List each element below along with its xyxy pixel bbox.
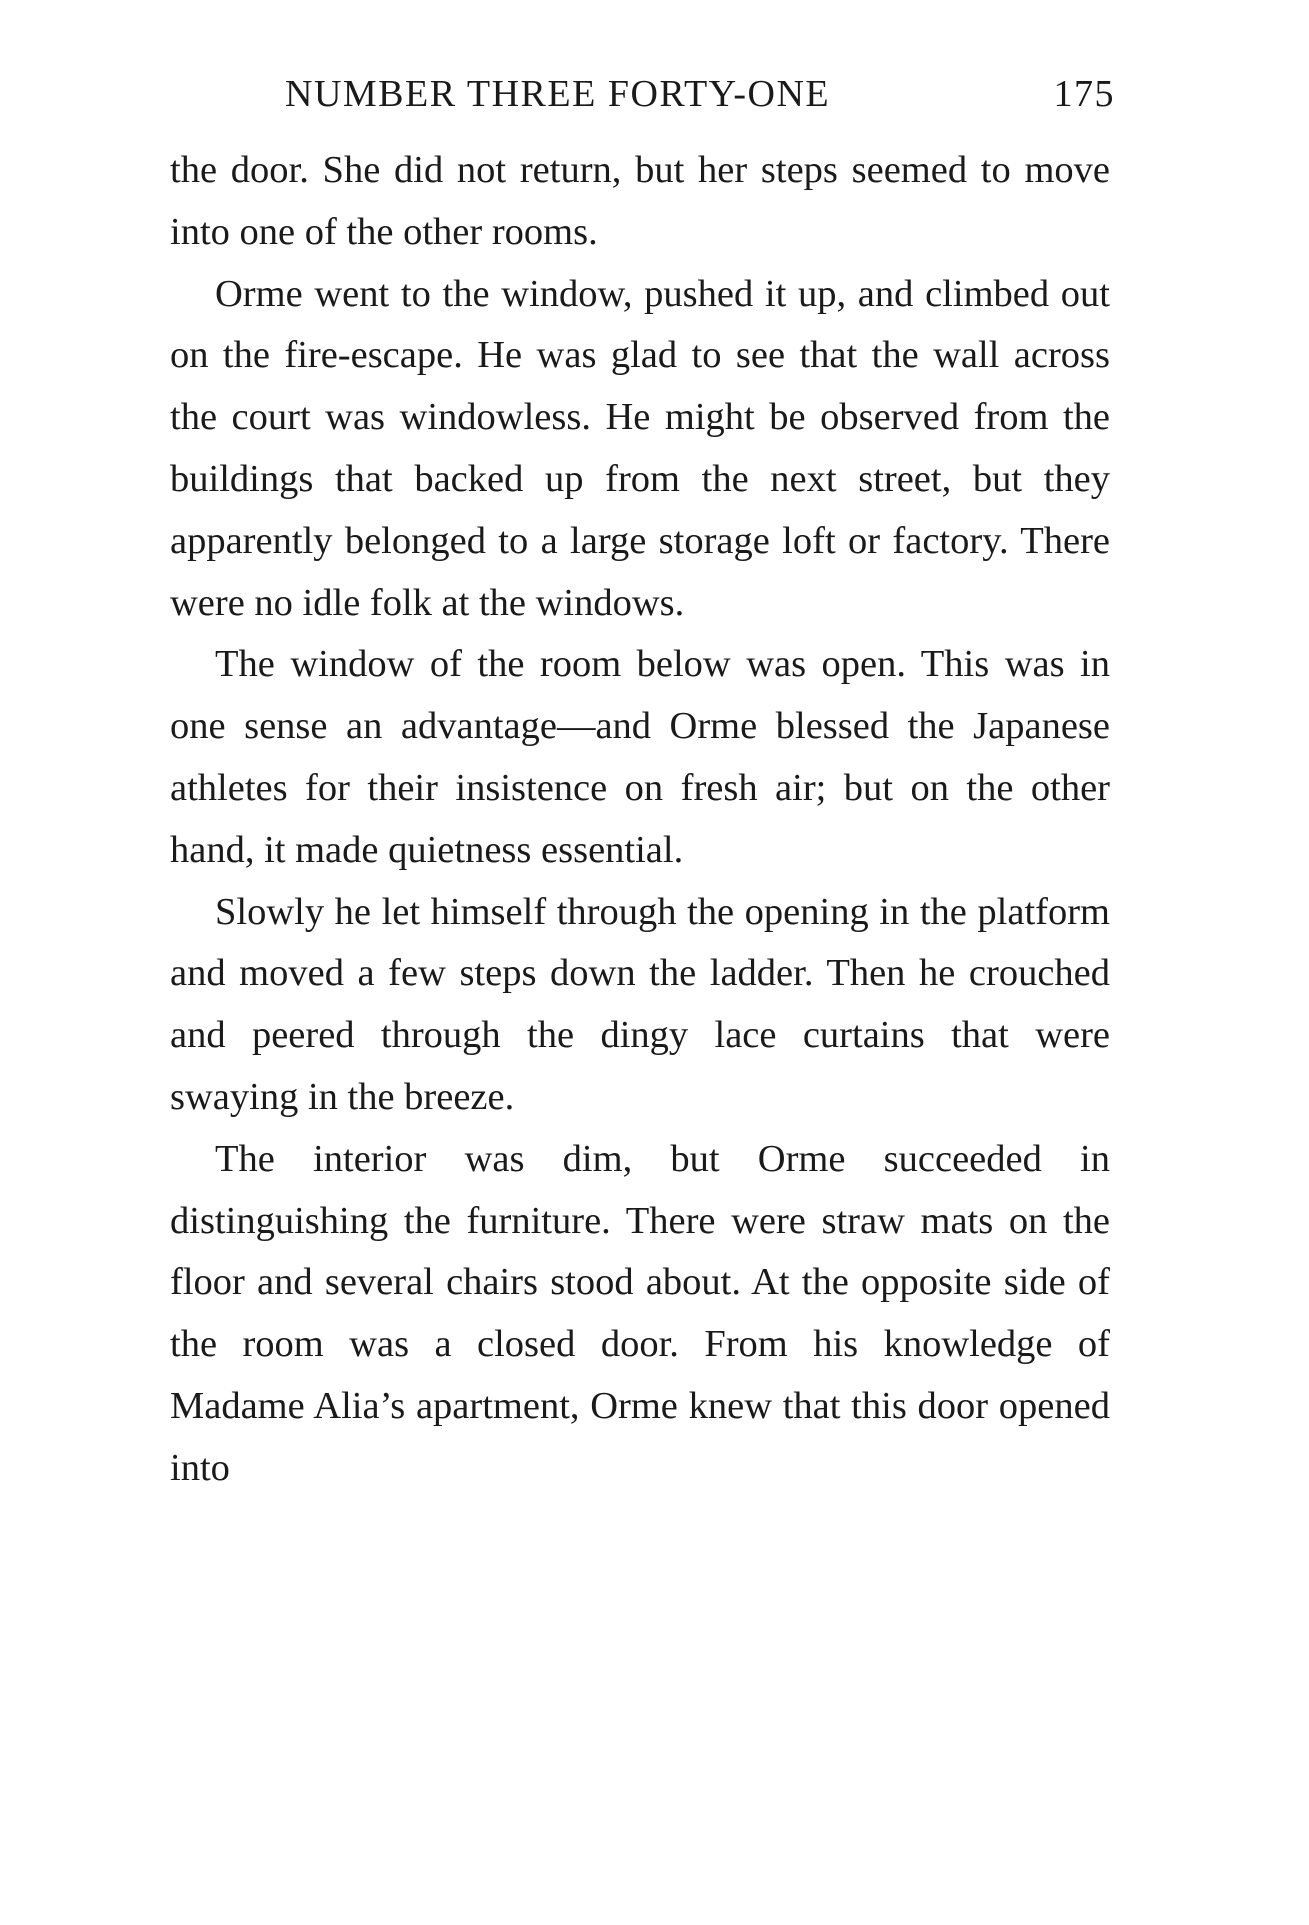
- paragraph: The window of the room below was open. This was in one sense an advantage—and Orme blessed the Japanese athletes for their insistence on fresh air; but on the other hand, it made quietness essential.: [170, 643, 1110, 871]
- paragraph: The interior was dim, but Orme succeeded in distinguishing the furniture. There were straw mats on the floor and several chairs stood about. At the opposite side of the room was a closed door. From his knowledge of Madame Alia’s apartment, Orme knew that this door opened into: [170, 1137, 1110, 1489]
- running-head: [285, 72, 1115, 132]
- body-text: [170, 140, 1110, 1500]
- page-number: 175: [1053, 73, 1115, 115]
- paragraph-continuation: the door. She did not return, but her steps seemed to move into one of the other rooms.: [170, 149, 1110, 253]
- paragraph: Slowly he let himself through the opening in the platform and moved a few steps down the ladder. Then he crouched and peered through the dingy lace curtains that were swaying in the breeze.: [170, 890, 1110, 1118]
- running-title: NUMBER THREE FORTY-ONE: [285, 73, 831, 115]
- paragraph: Orme went to the window, pushed it up, and climbed out on the fire-escape. He was glad to see that the wall across the court was windowless. He might be observed from the buildings that backed up from the next street, but they apparently belonged to a large storage loft or factory. There were no idle folk at the windows.: [170, 272, 1110, 624]
